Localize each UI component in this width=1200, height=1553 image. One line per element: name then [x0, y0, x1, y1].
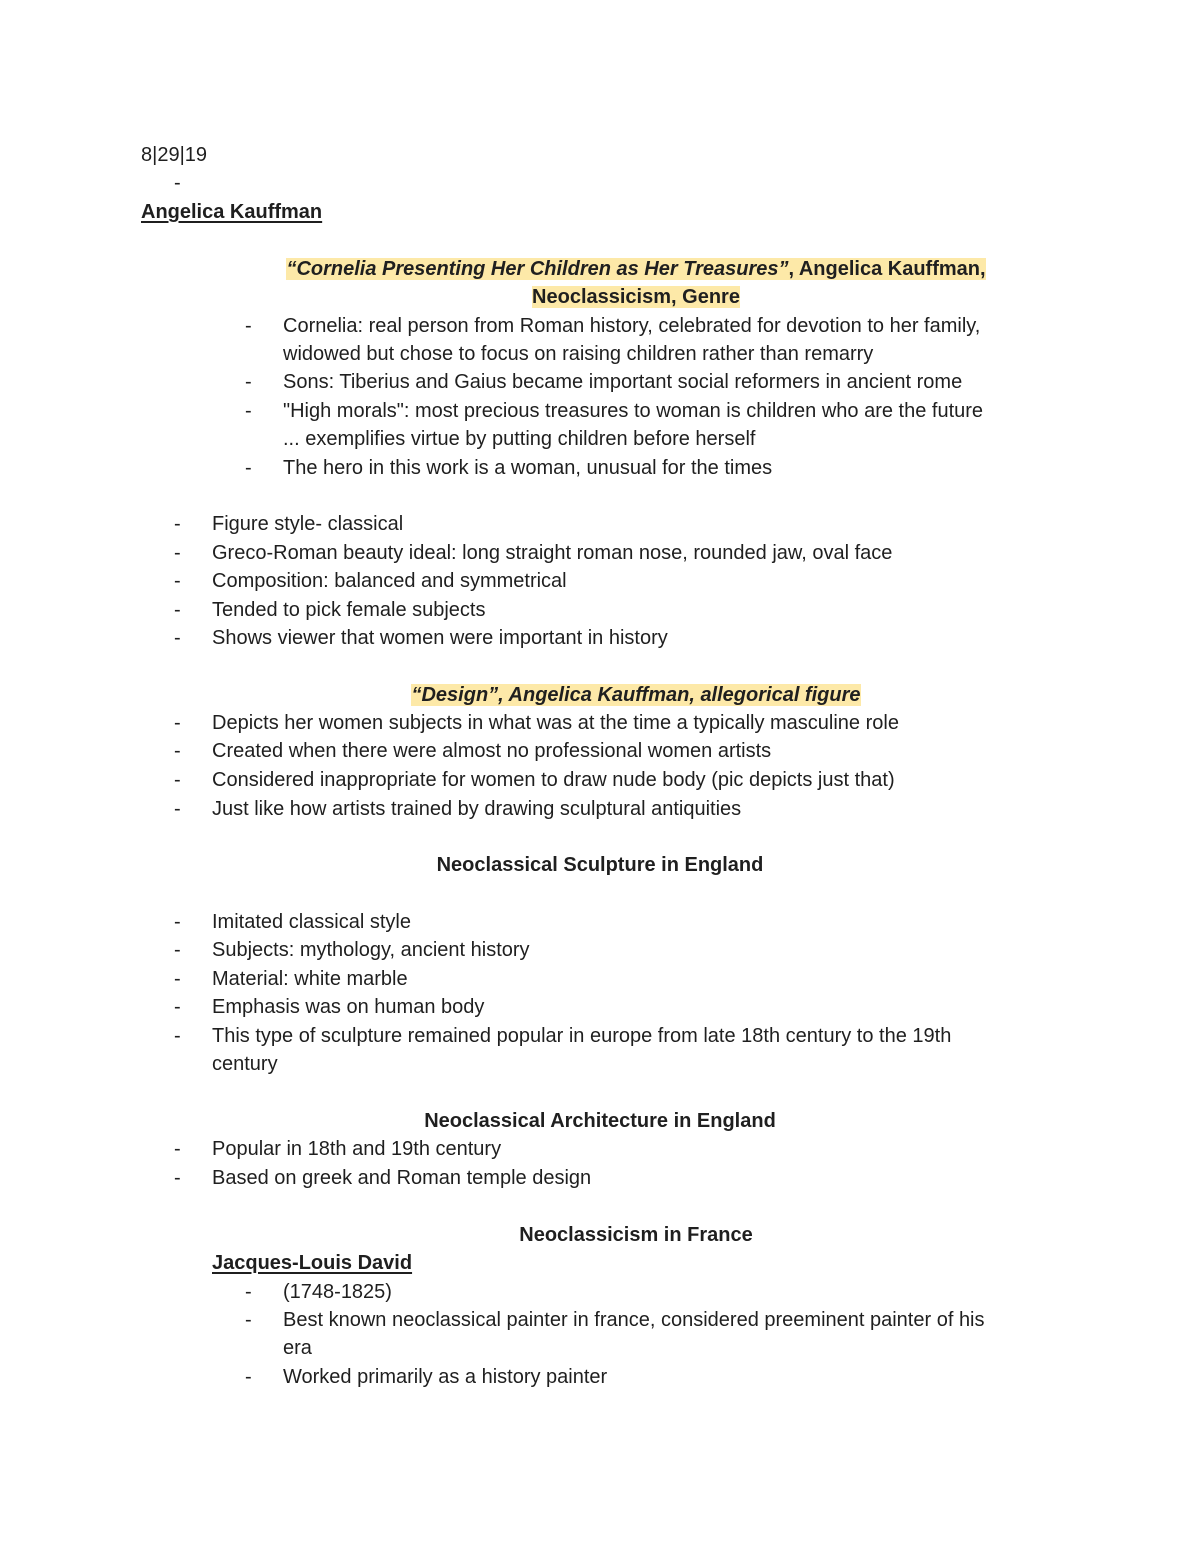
bullet-dash: -: [174, 968, 181, 990]
cornelia-point: Cornelia: real person from Roman history, celebrated for devotion to her family,: [283, 315, 981, 337]
design-point: Considered inappropriate for women to draw nude body (pic depicts just that): [212, 769, 895, 791]
bullet-dash: -: [245, 1309, 252, 1331]
bullet-dash: -: [174, 798, 181, 820]
bullet-dash: -: [245, 371, 252, 393]
style-point: Shows viewer that women were important in history: [212, 627, 668, 649]
design-point: Depicts her women subjects in what was at the time a typically masculine role: [212, 712, 899, 734]
bullet-dash: -: [174, 769, 181, 791]
cornelia-point: The hero in this work is a woman, unusual for the times: [283, 457, 773, 479]
bullet-dash: -: [245, 1281, 252, 1303]
david-point: Worked primarily as a history painter: [283, 1366, 608, 1388]
heading-architecture: Neoclassical Architecture in England: [424, 1110, 776, 1132]
style-point: Figure style- classical: [212, 513, 404, 535]
bullet-dash: -: [174, 599, 181, 621]
sculpture-point: Imitated classical style: [212, 911, 411, 933]
bullet-dash: -: [174, 627, 181, 649]
lone-dash: -: [174, 172, 181, 194]
david-point-cont: era: [283, 1337, 312, 1359]
heading-jacques-louis-david: Jacques-Louis David: [212, 1252, 413, 1274]
bullet-dash: -: [174, 542, 181, 564]
style-point: Greco-Roman beauty ideal: long straight roman nose, rounded jaw, oval face: [212, 542, 893, 564]
style-point: Composition: balanced and symmetrical: [212, 570, 567, 592]
cornelia-title-line2: [0, 283, 1200, 311]
cornelia-point: "High morals": most precious treasures to woman is children who are the future: [283, 400, 984, 422]
sculpture-point: Subjects: mythology, ancient history: [212, 939, 530, 961]
architecture-point: Based on greek and Roman temple design: [212, 1167, 592, 1189]
bullet-dash: -: [245, 457, 252, 479]
bullet-dash: -: [245, 315, 252, 337]
cornelia-title-line1: [0, 255, 1200, 283]
bullet-dash: -: [174, 939, 181, 961]
cornelia-point-cont: ... exemplifies virtue by putting children before herself: [283, 428, 756, 450]
design-point: Just like how artists trained by drawing sculptural antiquities: [212, 798, 742, 820]
design-title-rest: , Angelica Kauffman, allegorical figure: [498, 684, 861, 706]
date-text: 8|29|19: [141, 144, 208, 166]
bullet-dash: -: [174, 570, 181, 592]
sculpture-point-cont: century: [212, 1053, 278, 1075]
bullet-dash: -: [174, 1167, 181, 1189]
sculpture-point: Material: white marble: [212, 968, 408, 990]
cornelia-point: Sons: Tiberius and Gaius became important social reformers in ancient rome: [283, 371, 963, 393]
design-title: [0, 681, 1200, 709]
cornelia-title-genre: Neoclassicism, Genre: [532, 286, 740, 308]
bullet-dash: -: [245, 400, 252, 422]
cornelia-title-rest: , Angelica Kauffman,: [788, 258, 986, 280]
bullet-dash: -: [174, 1138, 181, 1160]
cornelia-point-cont: widowed but chose to focus on raising children rather than remarry: [283, 343, 874, 365]
david-point: (1748-1825): [283, 1281, 392, 1303]
bullet-dash: -: [174, 1025, 181, 1047]
heading-angelica-kauffman: Angelica Kauffman: [141, 201, 323, 223]
design-point: Created when there were almost no professional women artists: [212, 740, 772, 762]
architecture-point: Popular in 18th and 19th century: [212, 1138, 502, 1160]
bullet-dash: -: [245, 1366, 252, 1388]
bullet-dash: -: [174, 740, 181, 762]
bullet-dash: -: [174, 712, 181, 734]
bullet-dash: -: [174, 911, 181, 933]
heading-sculpture: Neoclassical Sculpture in England: [436, 854, 764, 876]
heading-france: Neoclassicism in France: [519, 1224, 753, 1246]
sculpture-point: Emphasis was on human body: [212, 996, 485, 1018]
cornelia-work-title: “Cornelia Presenting Her Children as Her Treasures”: [286, 258, 789, 280]
design-work-title: “Design”: [411, 684, 499, 706]
bullet-dash: -: [174, 513, 181, 535]
sculpture-point: This type of sculpture remained popular in europe from late 18th century to the 19th: [212, 1025, 952, 1047]
david-point: Best known neoclassical painter in france, considered preeminent painter of his: [283, 1309, 985, 1331]
style-point: Tended to pick female subjects: [212, 599, 486, 621]
bullet-dash: -: [174, 996, 181, 1018]
